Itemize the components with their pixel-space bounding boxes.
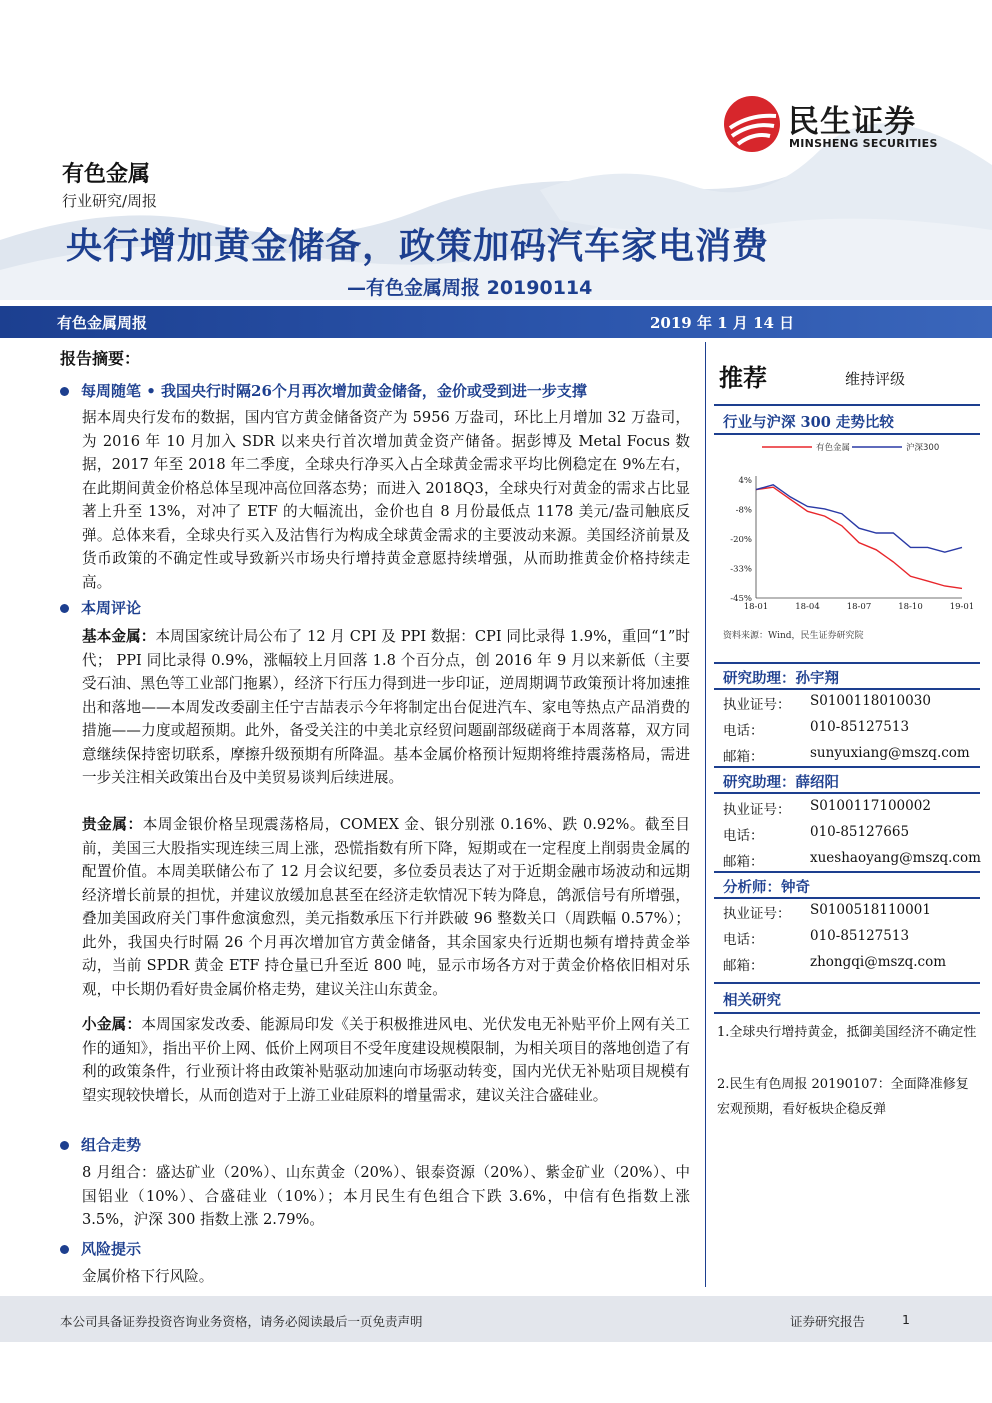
bullet-icon (60, 1141, 69, 1150)
bullet-icon (60, 387, 69, 396)
company-logo (722, 92, 982, 158)
y-tick-label: -8% (735, 505, 752, 516)
logo-emblem-icon (722, 94, 782, 154)
analyst-3-email[interactable]: zhongqi@mszq.com (810, 954, 946, 970)
analyst-2-email[interactable]: xueshaoyang@mszq.com (810, 850, 981, 866)
x-tick-label: 18-04 (795, 602, 820, 612)
band-report-name: 有色金属周报 (57, 314, 148, 332)
analyst-1-cert: S0100118010030 (810, 693, 931, 709)
analyst-2-email-label: 邮箱： (723, 854, 764, 870)
paragraph-lead: 贵金属： (82, 816, 143, 833)
paragraph-text: 本周国家发改委、能源局印发《关于积极推进风电、光伏发电无补贴平价上网有关工作的通知》，指出平价上网、低价上网项目不受年度建设规模限制，为相关项目的落地创造了有利的政策条件，行业预计将由政策补贴驱动加速向市场驱动转变，国内光伏无补贴项目规模有望实现较快增长，从而创造对于上游工业硅原料的增量需求，建议关注合盛硅业。 (82, 1016, 690, 1104)
analyst-3-phone-label: 电话： (723, 932, 764, 948)
page-number: 1 (902, 1312, 910, 1327)
bullet-icon (60, 604, 69, 613)
analyst-3-phone: 010-85127513 (810, 928, 910, 944)
analyst-3-email-label: 邮箱： (723, 958, 764, 974)
analyst-3-cert: S0100518110001 (810, 902, 931, 918)
logo-text-en: MINSHENG SECURITIES (789, 137, 938, 150)
x-tick-label: 18-07 (846, 602, 872, 612)
x-tick-label: 19-01 (949, 602, 975, 612)
legend-label: 沪深300 (906, 443, 940, 453)
paragraph-text: 本周金银价格呈现震荡格局，COMEX 金、银分别涨 0.16%、跌 0.92%。截至目前，美国三大股指实现连续三周上涨，恐慌指数有所下降，短期或在一定程度上削弱贵金属的配置价值。本周美联储公布了 12 月会议纪要，多位委员表达了对于近期金融市场波动和远期经济增长前景的担忧，并建议放缓加息甚至在经济走软情况下转为降息，鸽派信号有所增强，叠加美国政府关门事件愈演愈烈，美元指数承压下行并跌破 96 整数关口（周跌幅 0.57%）；此外，我国央行时隔 26 个月再次增加官方黄金储备，其余国家央行近期也频有增持黄金举动，当前 SPDR 黄金 ETF 持仓量已升至近 800 吨，显示市场各方对于黄金价格依旧相对乐观，中长期仍看好贵金属价格走势，建议关注山东黄金。 (82, 816, 690, 998)
analyst-1-email[interactable]: sunyuxiang@mszq.com (810, 745, 970, 761)
analyst-2-phone-label: 电话： (723, 828, 764, 844)
performance-chart (714, 438, 980, 623)
analyst-2-cert: S0100117100002 (810, 798, 931, 814)
portfolio-text: 8 月组合：盛达矿业（20%）、山东黄金（20%）、银泰资源（20%）、紫金矿业（20%）、中国铝业（10%）、合盛硅业（10%）；本月民生有色组合下跌 3.6%，中信有色指数上涨 3.5%，沪深 300 指数上涨 2.79%。 (82, 1164, 690, 1228)
abstract-title: 报告摘要： (60, 349, 141, 368)
section-head-text: 每周随笔 • 我国央行时隔26个月再次增加黄金储备，金价或受到进一步支撑 (81, 382, 587, 400)
analyst-3-role: 分析师：钟奇 (723, 879, 810, 896)
section-portfolio-head (60, 1134, 141, 1155)
band-report-date: 2019 年 1 月 14 日 (650, 314, 795, 332)
analyst-1-email-label: 邮箱： (723, 749, 764, 765)
chart-heading: 行业与沪深 300 走势比较 (723, 414, 894, 431)
divider (714, 404, 980, 406)
analyst-1-cert-label: 执业证号： (723, 697, 791, 713)
y-tick-label: -20% (730, 535, 752, 545)
analyst-1-role: 研究助理：孙宇翔 (723, 670, 839, 687)
paragraph-lead: 小金属： (82, 1016, 142, 1033)
industry-name: 有色金属 (62, 162, 151, 187)
report-header (0, 0, 992, 300)
divider (714, 766, 980, 768)
logo-text-cn: 民生证券 (788, 104, 916, 140)
related-research-heading: 相关研究 (723, 992, 781, 1009)
analyst-3-cert-label: 执业证号： (723, 906, 791, 922)
rating-value: 维持评级 (845, 370, 906, 388)
y-tick-label: -45% (730, 594, 752, 604)
y-tick-label: -33% (730, 564, 752, 575)
report-title: 央行增加黄金储备，政策加码汽车家电消费 (66, 226, 770, 267)
report-type: 行业研究/周报 (62, 192, 158, 210)
section-head-text: 组合走势 (81, 1136, 142, 1154)
related-item[interactable]: 1.全球央行增持黄金，抵御美国经济不确定性 (717, 1025, 977, 1040)
analyst-1-phone: 010-85127513 (810, 719, 910, 735)
analyst-2-cert-label: 执业证号： (723, 802, 791, 818)
paragraph-text: 本周国家统计局公布了 12 月 CPI 及 PPI 数据：CPI 同比录得 1.9%，重回“1”时代； PPI 同比录得 0.9%，涨幅较上月回落 1.8 个百分点，创 2016 年 9 月以来新低（主要受石油、黑色等工业部门拖累），经济下行压力得到进一步印证，逆周期调节政策预计将加速推出和落地——本周发改委副主任宁吉喆表示今年将制定出台促进汽车、家电等热点产品消费的措施——力度或超预期。此外，备受关注的中美北京经贸问题副部级磋商于本周落幕，双方同意继续保持密切联系，摩擦升级预期有所降温。基本金属价格预计短期将维持震荡格局，需进一步关注相关政策出台及中美贸易谈判后续进展。 (82, 628, 690, 786)
divider (714, 662, 980, 664)
chart-source: 资料来源：Wind，民生证券研究院 (723, 631, 864, 641)
analyst-1-phone-label: 电话： (723, 723, 764, 739)
divider (714, 1012, 980, 1014)
y-tick-label: 4% (738, 476, 752, 486)
divider (714, 433, 980, 435)
divider (714, 792, 980, 794)
divider (714, 982, 980, 984)
x-tick-label: 18-10 (898, 602, 923, 612)
footer-report-type: 证券研究报告 (790, 1314, 866, 1329)
bullet-icon (60, 1245, 69, 1254)
section-head-text: 本周评论 (81, 599, 142, 617)
page-footer (0, 1296, 992, 1342)
x-tick-label: 18-01 (743, 602, 769, 612)
precious-metals-paragraph (82, 813, 690, 1001)
section-head-text: 风险提示 (81, 1240, 142, 1258)
analyst-2-role: 研究助理：薛绍阳 (723, 774, 839, 791)
analyst-2-phone: 010-85127665 (810, 824, 910, 840)
divider (714, 897, 980, 899)
section-risk-head (60, 1238, 141, 1259)
section-weekly-essay-head (60, 380, 587, 401)
weekly-essay-text: 据本周央行发布的数据，国内官方黄金储备资产为 5956 万盎司，环比上月增加 32 万盎司，为 2016 年 10 月加入 SDR 以来央行首次增加黄金资产储备。据彭博及 Metal Focus 数据，2017 年至 2018 年二季度，全球央行净买入占全球黄金需求平均比例稳定在 9%左右，在此期间黄金价格总体呈现冲高位回落态势；而进入 2018Q3，全球央行对黄金的需求占比显著上升至 13%，对冲了 ETF 的大幅流出，金价也自 8 月份最低点 1178 美元/盎司触底反弹。总体来看，全球央行买入及沽售行为构成全球黄金需求的主要波动来源。美国经济前景及货币政策的不确定性或导致新兴市场央行增持黄金意愿持续增强，从而助推黄金价格持续走高。 (82, 409, 690, 591)
column-divider (705, 342, 706, 1287)
paragraph-lead: 基本金属： (82, 628, 156, 645)
series-line (756, 487, 962, 588)
title-band (0, 306, 992, 338)
legend-label: 有色金属 (816, 443, 851, 453)
base-metals-paragraph (82, 625, 690, 790)
footer-disclaimer: 本公司具备证券投资咨询业务资格，请务必阅读最后一页免责声明 (60, 1314, 423, 1329)
related-item[interactable]: 2.民生有色周报 20190107：全面降准修复宏观预期，看好板块企稳反弹 (717, 1077, 969, 1117)
divider (714, 871, 980, 873)
report-subtitle: —有色金属周报 20190114 (347, 277, 593, 299)
risk-text: 金属价格下行风险。 (82, 1268, 214, 1285)
rating-label: 推荐 (719, 363, 767, 392)
minor-metals-paragraph (82, 1013, 690, 1107)
divider (714, 688, 980, 690)
section-weekly-review-head (60, 597, 141, 618)
